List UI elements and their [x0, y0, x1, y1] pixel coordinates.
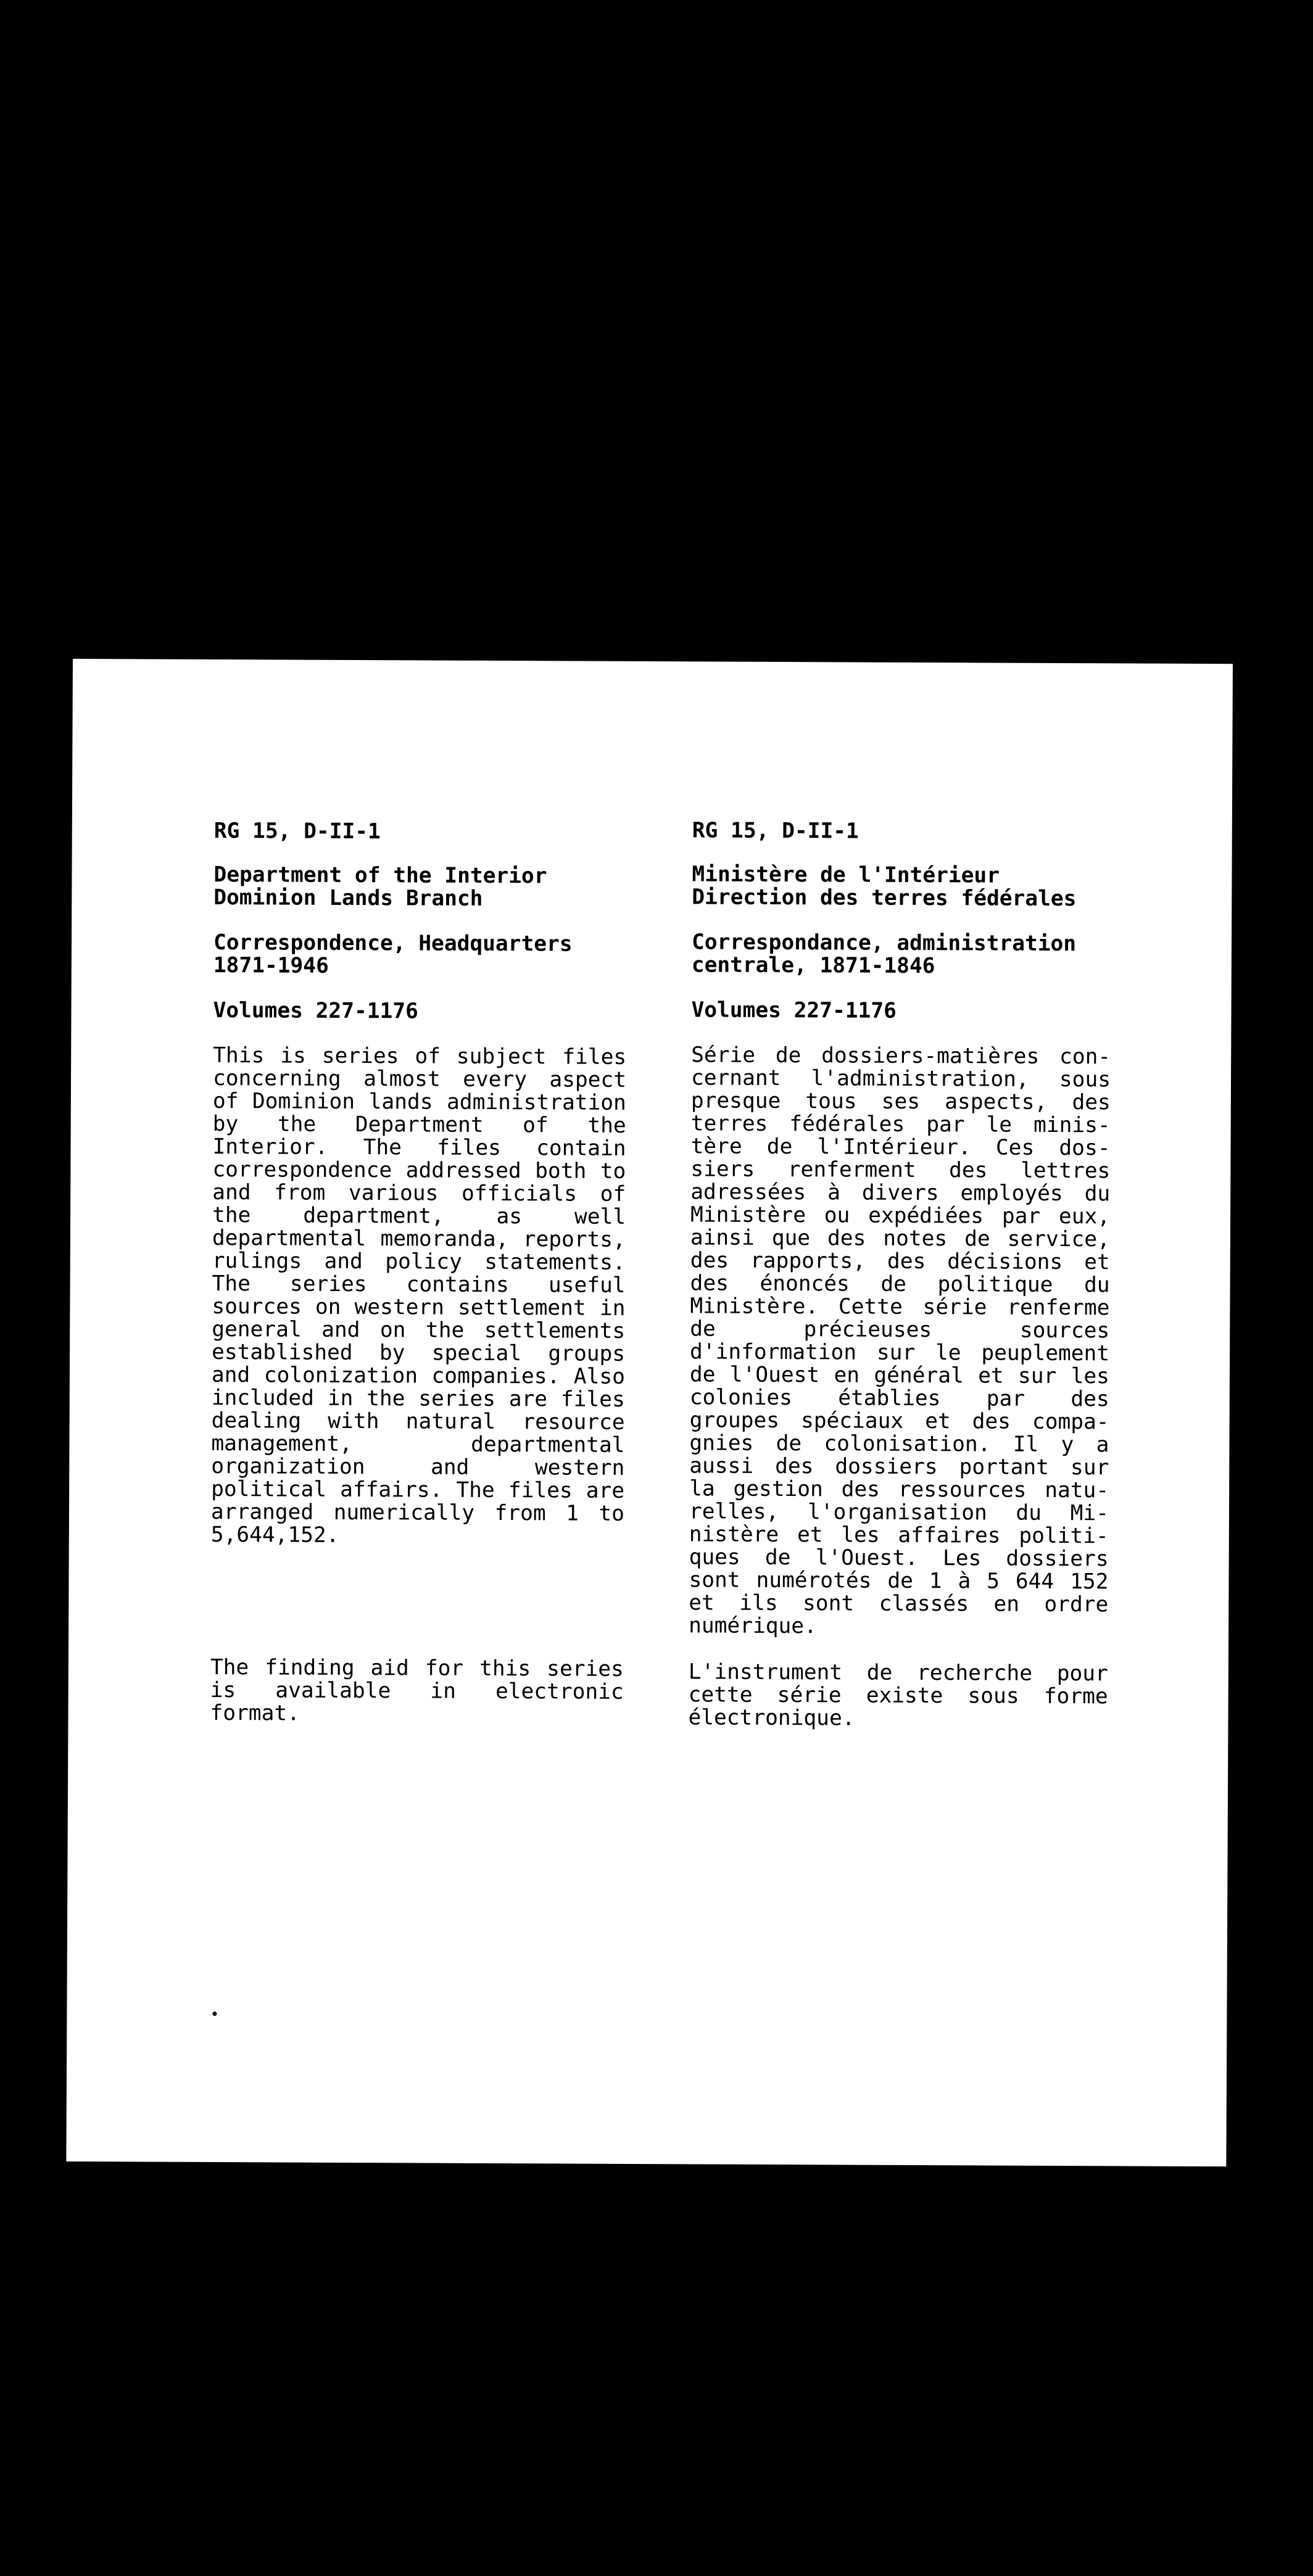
- french-organization: Ministère de l'Intérieur Direction des terres fédérales: [692, 862, 1077, 912]
- english-column: [210, 820, 627, 1727]
- english-record-group: RG 15, D-II-1: [213, 819, 381, 844]
- french-finding-aid-note: L'instrument de recherche pour cette série existe sous forme électronique.: [688, 1659, 1108, 1731]
- document-sheet: [66, 659, 1233, 2166]
- english-finding-aid-note: The finding aid for this series is available in electronic format.: [210, 1654, 624, 1726]
- french-volumes: Volumes 227-1176: [691, 997, 897, 1023]
- english-volumes: Volumes 227-1176: [213, 997, 418, 1024]
- english-description: This is series of subject files concerning almost every aspect of Dominion lands administration by the Department of the Interior. The files contain correspondence addressed both to and from various officials of the department, as well departmental memoranda, reports, rulings and policy statements. The series contains useful sources on western settlement in general and on the settlements established by special groups and colonization companies. Also included in the series are files dealing with natural resource management, departmental organization and western political affairs. The files are arranged numerically from 1 to 5,644,152.: [210, 1042, 627, 1548]
- french-column: [688, 819, 1111, 1731]
- english-organization: Department of the Interior Dominion Lands Branch: [213, 862, 547, 911]
- french-record-group: RG 15, D-II-1: [692, 818, 859, 844]
- english-series-title: Correspondence, Headquarters 1871-1946: [213, 930, 573, 978]
- french-description: Série de dossiers-matières concernant l'administration, sous presque tous ses aspects, des terres fédérales par le ministère de l'Intérieur. Ces dossiers renferment des lettres adressées à divers employés du Ministère ou expédiées par eux, ainsi que des notes de service, des rapports, des décisions et des énoncés de politique du Ministère. Cette série renferme de précieuses sources d'information sur le peuplement de l'Ouest en général et sur les colonies établies par des groupes spéciaux et des compagnies de colonisation. Il y a aussi des dossiers portant sur la gestion des ressources naturelles, l'organisation du Ministère et les affaires politiques de l'Ouest. Les dossiers sont numérotés de 1 à 5 644 152 et ils sont classés en ordre numérique.: [689, 1042, 1111, 1639]
- paper-speck: [212, 2012, 217, 2016]
- french-series-title: Correspondance, administration centrale, 1871-1846: [691, 930, 1077, 979]
